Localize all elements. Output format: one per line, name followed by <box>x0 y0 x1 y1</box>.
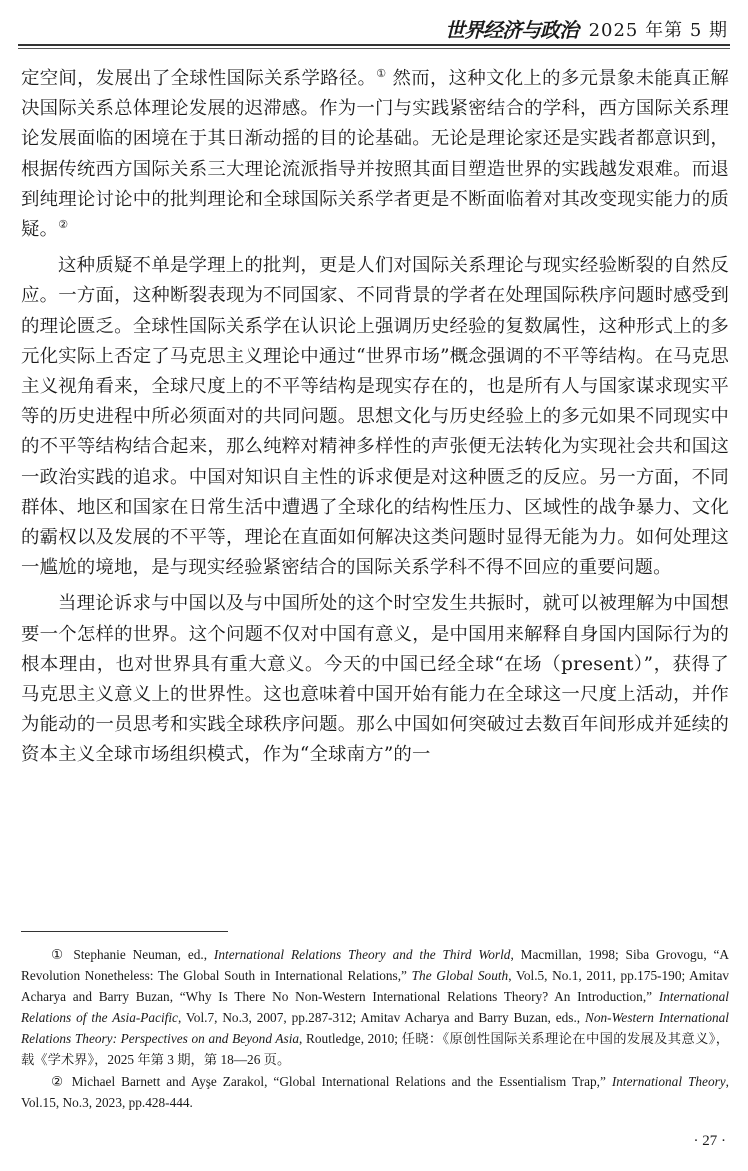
body-text <box>21 64 729 771</box>
footnote-2-part: Michael Barnett and Ayşe Zarakol, “Global International Relations and the Essentialism Trap,” <box>65 1074 612 1090</box>
footnotes <box>21 945 729 1114</box>
footnote-1 <box>21 945 729 1070</box>
footnote-ref-2[interactable]: ② <box>58 217 69 231</box>
footnote-1-part: Stephanie Neuman, ed., <box>66 947 214 962</box>
page-number: · 27 · <box>693 1133 726 1149</box>
issue-label: 2025 年第 5 期 <box>588 20 728 41</box>
footnote-1-part: , Macmillan, 1998; Siba Grovogu, “A Revolution Nonetheless: The Global South in International Relations,” <box>21 947 730 983</box>
footnote-2-part: International Theory <box>611 1074 726 1090</box>
paragraph-3: 当理论诉求与中国以及与中国所处的这个时空发生共振时，就可以被理解为中国想要一个怎样的世界。这个问题不仅对中国有意义，是中国用来解释自身国内国际行为的根本理由，也对世界具有重大意义。今天的中国已经全球“在场（present）”，获得了马克思主义意义上的世界性。这也意味着中国开始有能力在全球这一尺度上活动，并作为能动的一员思考和实践全球秩序问题。那么中国如何突破过去数百年间形成并延续的资本主义全球市场组织模式，作为“全球南方”的一 <box>21 593 729 766</box>
footnote-1-part: Non-Western International Relations Theory: Perspectives on and Beyond Asia <box>21 1009 729 1046</box>
footnote-2-part: , Vol.15, No.3, 2023, pp.428-444. <box>21 1074 729 1111</box>
footnote-1-mark: ① <box>51 947 67 962</box>
footnote-1-part: , Vol.5, No.1, 2011, pp.175-190; Amitav Acharya and Barry Buzan, “Why Is There No Non-Western International Relations Theory? An Introduction,” <box>21 967 729 1004</box>
paragraph-2: 这种质疑不单是学理上的批判，更是人们对国际关系理论与现实经验断裂的自然反应。一方面，这种断裂表现为不同国家、不同背景的学者在处理国际秩序问题时感受到的理论匮乏。全球性国际关系学在认识论上强调历史经验的复数属性，这种形式上的多元化实际上否定了马克思主义理论中通过“世界市场”概念强调的不平等结构。在马克思主义视角看来，全球尺度上的不平等结构是现实存在的，也是所有人与国家谋求现实平等的历史进程中所必须面对的共同问题。思想文化与历史经验上的多元如果不同现实中的不平等结构结合起来，那么纯粹对精神多样性的声张便无法转化为实现社会共和国这一政治实践的追求。中国对知识自主性的诉求便是对这种匮乏的反应。另一方面，不同群体、地区和国家在日常生活中遭遇了全球化的结构性压力、区域性的战争暴力、文化的霸权以及发展的不平等，理论在直面如何解决这类问题时显得无能为力。如何处理这一尴尬的境地，是与现实经验紧密结合的国际关系学科不得不回应的重要问题。 <box>21 255 729 579</box>
footnote-1-part: International Relations Theory and the Third World <box>213 947 511 962</box>
footnote-1-part: , Routledge, 2010; 任晓：《原创性国际关系理论在中国的发展及其意义》，载《学术界》，2025 年第 3 期，第 18—26 页。 <box>21 1030 730 1067</box>
journal-name: 世界经济与政治 <box>445 18 578 42</box>
paragraph-1-tail: 然而，这种文化上的多元景象未能真正解决国际关系总体理论发展的迟滞感。作为一门与实践紧密结合的学科，西方国际关系理论发展面临的困境在于其日渐动摇的目的论基础。无论是理论家还是实践者都意识到，根据传统西方国际关系三大理论流派指导并按照其面目塑造世界的实践越发艰难。而退到纯理论讨论中的批判理论和全球国际关系学者更是不断面临着对其改变现实能力的质疑。 <box>21 68 729 241</box>
footnote-1-part: The Global South <box>411 967 509 983</box>
footnote-1-part: International Relations of the Asia-Pacific <box>21 988 729 1025</box>
paragraph-1-text: 定空间，发展出了全球性国际关系学路径。 <box>21 68 377 89</box>
header-rule-thin <box>18 48 730 49</box>
footnote-2 <box>21 1072 729 1114</box>
footnote-rule <box>21 931 228 932</box>
header-rule <box>18 44 730 46</box>
footnote-1-part: , Vol.7, No.3, 2007, pp.287-312; Amitav Acharya and Barry Buzan, eds., <box>177 1009 585 1025</box>
footnote-ref-1[interactable]: ① <box>376 66 387 80</box>
footnote-2-mark: ② <box>51 1074 66 1090</box>
page-header <box>0 0 748 60</box>
paragraph-1 <box>21 64 729 245</box>
